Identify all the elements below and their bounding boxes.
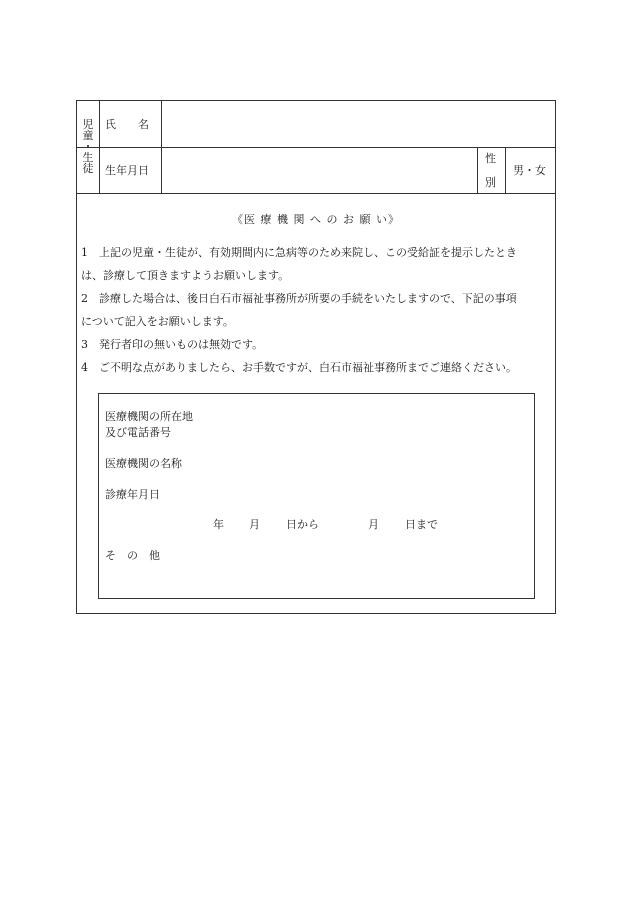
address-label-line-2: 及び電話番号: [105, 426, 171, 439]
visit-date-label: 診療年月日: [105, 488, 160, 501]
column-divider-gender-label: [477, 147, 478, 193]
other-label: そ の 他: [105, 549, 160, 562]
column-divider-label: [161, 101, 162, 193]
row-divider-birthdate: [77, 193, 555, 194]
gender-label-top: 性: [485, 152, 496, 165]
request-item-2-line-1: 2 診療した場合は、後日白石市福祉事務所が所要の手続をいたしますので、下記の事項: [81, 292, 517, 305]
group-char-1: 児: [82, 118, 94, 131]
period-month-to[interactable]: 月: [368, 518, 379, 531]
request-item-4: 4 ご不明な点がありましたら、お手数ですが、白石市福祉事務所までご連絡ください。: [81, 361, 517, 374]
group-char-3: ・: [82, 140, 94, 153]
group-char-5: 徒: [82, 162, 94, 175]
period-year[interactable]: 年: [213, 518, 224, 531]
period-day-to[interactable]: 日まで: [405, 518, 438, 531]
period-month-from[interactable]: 月: [249, 518, 260, 531]
gender-options[interactable]: 男・女: [513, 164, 546, 177]
request-item-1-line-2: は、診療して頂きますようお願いします。: [81, 269, 290, 282]
institution-name-label: 医療機関の名称: [105, 457, 182, 470]
gender-label-bottom: 別: [485, 176, 496, 189]
group-char-2: 童: [82, 129, 94, 142]
medical-institution-form: [98, 393, 535, 599]
form-frame: [76, 100, 556, 614]
group-char-4: 生: [82, 151, 94, 164]
request-item-1-line-1: 1 上記の児童・生徒が、有効期間内に急病等のため来院し、この受給証を提示したとき: [81, 246, 517, 259]
request-item-3: 3 発行者印の無いものは無効です。: [81, 338, 264, 351]
birthdate-label: 生年月日: [105, 164, 149, 177]
request-title: 《医 療 機 関 へ の お 願 い》: [232, 213, 400, 226]
column-divider-group: [99, 101, 100, 193]
column-divider-gender-value: [505, 147, 506, 193]
row-divider-name: [77, 147, 555, 148]
period-day-from[interactable]: 日から: [286, 518, 319, 531]
request-item-2-line-2: について記入をお願いします。: [81, 315, 234, 328]
student-group-label: [77, 119, 99, 174]
name-label: 氏 名: [105, 118, 149, 131]
address-label-line-1: 医療機関の所在地: [105, 410, 193, 423]
